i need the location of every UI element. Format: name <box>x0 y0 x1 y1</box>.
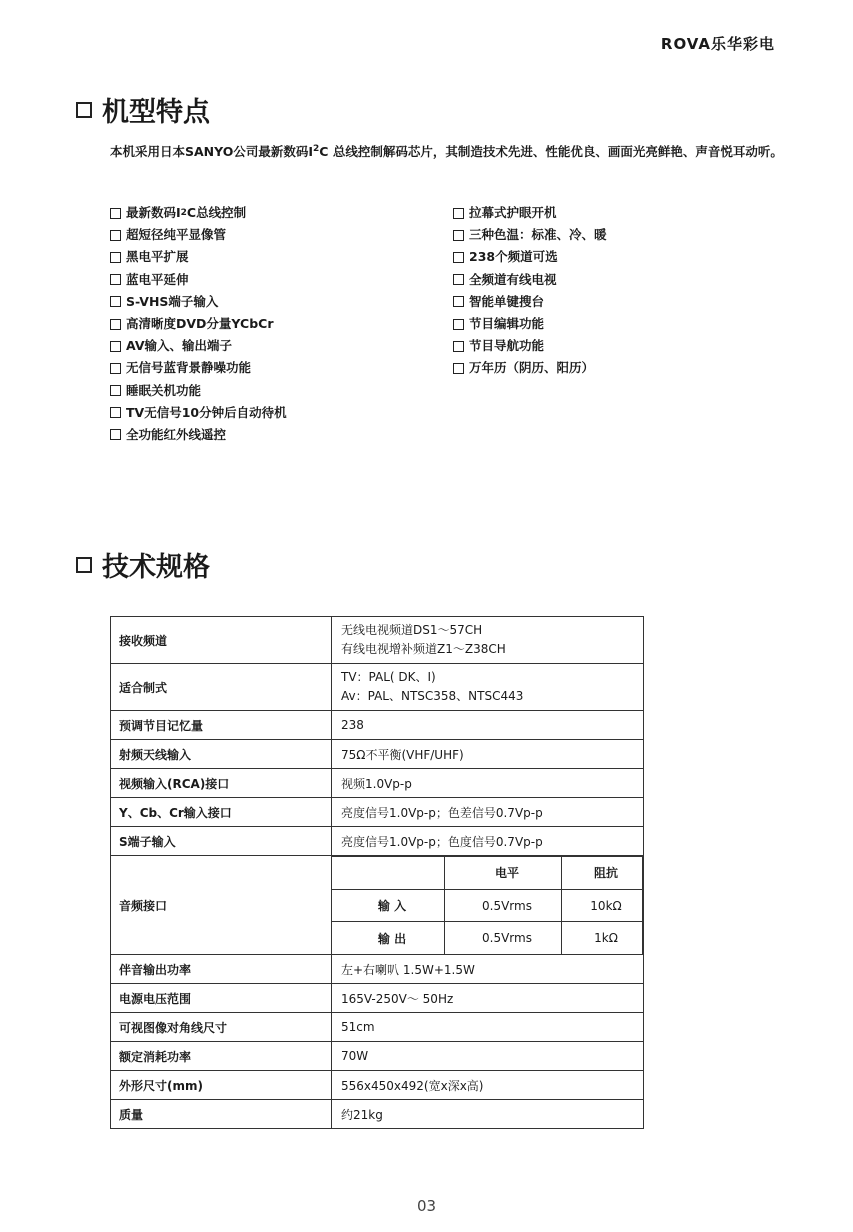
checkbox-icon <box>110 208 121 219</box>
list-item: TV无信号10分钟后自动待机 <box>110 402 287 424</box>
table-row: 音频接口 电平 阻抗 输 入 0.5Vrms 10kΩ 输 出 0.5Vrms 1kΩ <box>111 856 644 955</box>
list-item: 超短径纯平显像管 <box>110 224 287 246</box>
table-row: 预调节目记忆量 238 <box>111 711 644 740</box>
features-heading <box>76 90 210 129</box>
checkbox-icon <box>453 208 464 219</box>
table-row: 电源电压范围 165V-250V～ 50Hz <box>111 984 644 1013</box>
list-item: 无信号蓝背景静噪功能 <box>110 357 287 379</box>
list-item: S-VHS端子输入 <box>110 291 287 313</box>
table-row: Y、Cb、Cr输入接口 亮度信号1.0Vp-p；色差信号0.7Vp-p <box>111 798 644 827</box>
checkbox-icon <box>110 429 121 440</box>
list-item: 高清晰度DVD分量YCbCr <box>110 313 287 335</box>
checkbox-icon <box>453 252 464 263</box>
checkbox-icon <box>110 230 121 241</box>
checkbox-icon <box>110 363 121 374</box>
features-list-right <box>453 202 607 380</box>
features-list-left <box>110 202 287 446</box>
checkbox-icon <box>110 341 121 352</box>
checkbox-icon <box>110 296 121 307</box>
table-row: 伴音输出功率 左+右喇叭 1.5W+1.5W <box>111 955 644 984</box>
list-item: 黑电平扩展 <box>110 246 287 268</box>
spec-table <box>110 616 644 1129</box>
list-item: 智能单键搜台 <box>453 291 607 313</box>
spec-heading <box>76 545 210 584</box>
list-item: 节目导航功能 <box>453 335 607 357</box>
table-row: 外形尺寸(mm) 556x450x492(宽x深x高) <box>111 1071 644 1100</box>
checkbox-icon <box>453 296 464 307</box>
list-item: 最新数码I 2 C总线控制 <box>110 202 287 224</box>
brand-logo: ROVA乐华彩电 <box>660 35 775 53</box>
intro-paragraph: 本机采用日本SANYO公司最新数码$I^2C$ 总线控制解码芯片，其制造技术先进、性能优良、画面光亮鲜艳、声音悦耳动听。 <box>110 144 783 160</box>
table-row: 额定消耗功率 70W <box>111 1042 644 1071</box>
table-row: 可视图像对角线尺寸 51cm <box>111 1013 644 1042</box>
checkbox-icon <box>453 274 464 285</box>
list-item: AV输入、输出端子 <box>110 335 287 357</box>
list-item: 睡眠关机功能 <box>110 380 287 402</box>
heading-square-icon <box>76 102 92 118</box>
heading-square-icon <box>76 557 92 573</box>
table-row: 视频输入(RCA)接口 视频1.0Vp-p <box>111 769 644 798</box>
checkbox-icon <box>453 341 464 352</box>
checkbox-icon <box>110 274 121 285</box>
features-title: 机型特点 <box>102 97 210 128</box>
checkbox-icon <box>110 407 121 418</box>
table-row: 适合制式 TV：PAL( DK、I) Av：PAL、NTSC358、NTSC443 <box>111 664 644 711</box>
checkbox-icon <box>453 230 464 241</box>
checkbox-icon <box>453 363 464 374</box>
list-item: 拉幕式护眼开机 <box>453 202 607 224</box>
page-number: 03 <box>416 1197 437 1215</box>
list-item: 238个频道可选 <box>453 246 607 268</box>
checkbox-icon <box>110 252 121 263</box>
list-item: 全频道有线电视 <box>453 269 607 291</box>
checkbox-icon <box>110 319 121 330</box>
list-item: 蓝电平延伸 <box>110 269 287 291</box>
list-item: 全功能红外线遥控 <box>110 424 287 446</box>
table-row: 射频天线输入 75Ω不平衡(VHF/UHF) <box>111 740 644 769</box>
list-item: 节目编辑功能 <box>453 313 607 335</box>
checkbox-icon <box>110 385 121 396</box>
table-row: 质量 约21kg <box>111 1100 644 1129</box>
list-item: 三种色温：标准、冷、暖 <box>453 224 607 246</box>
list-item: 万年历（阴历、阳历） <box>453 357 607 379</box>
spec-title: 技术规格 <box>102 552 210 583</box>
checkbox-icon <box>453 319 464 330</box>
audio-subtable: 电平 阻抗 输 入 0.5Vrms 10kΩ 输 出 0.5Vrms 1kΩ <box>332 856 643 954</box>
table-row: 接收频道 无线电视频道DS1～57CH 有线电视增补频道Z1～Z38CH <box>111 617 644 664</box>
table-row: S端子输入 亮度信号1.0Vp-p；色度信号0.7Vp-p <box>111 827 644 856</box>
